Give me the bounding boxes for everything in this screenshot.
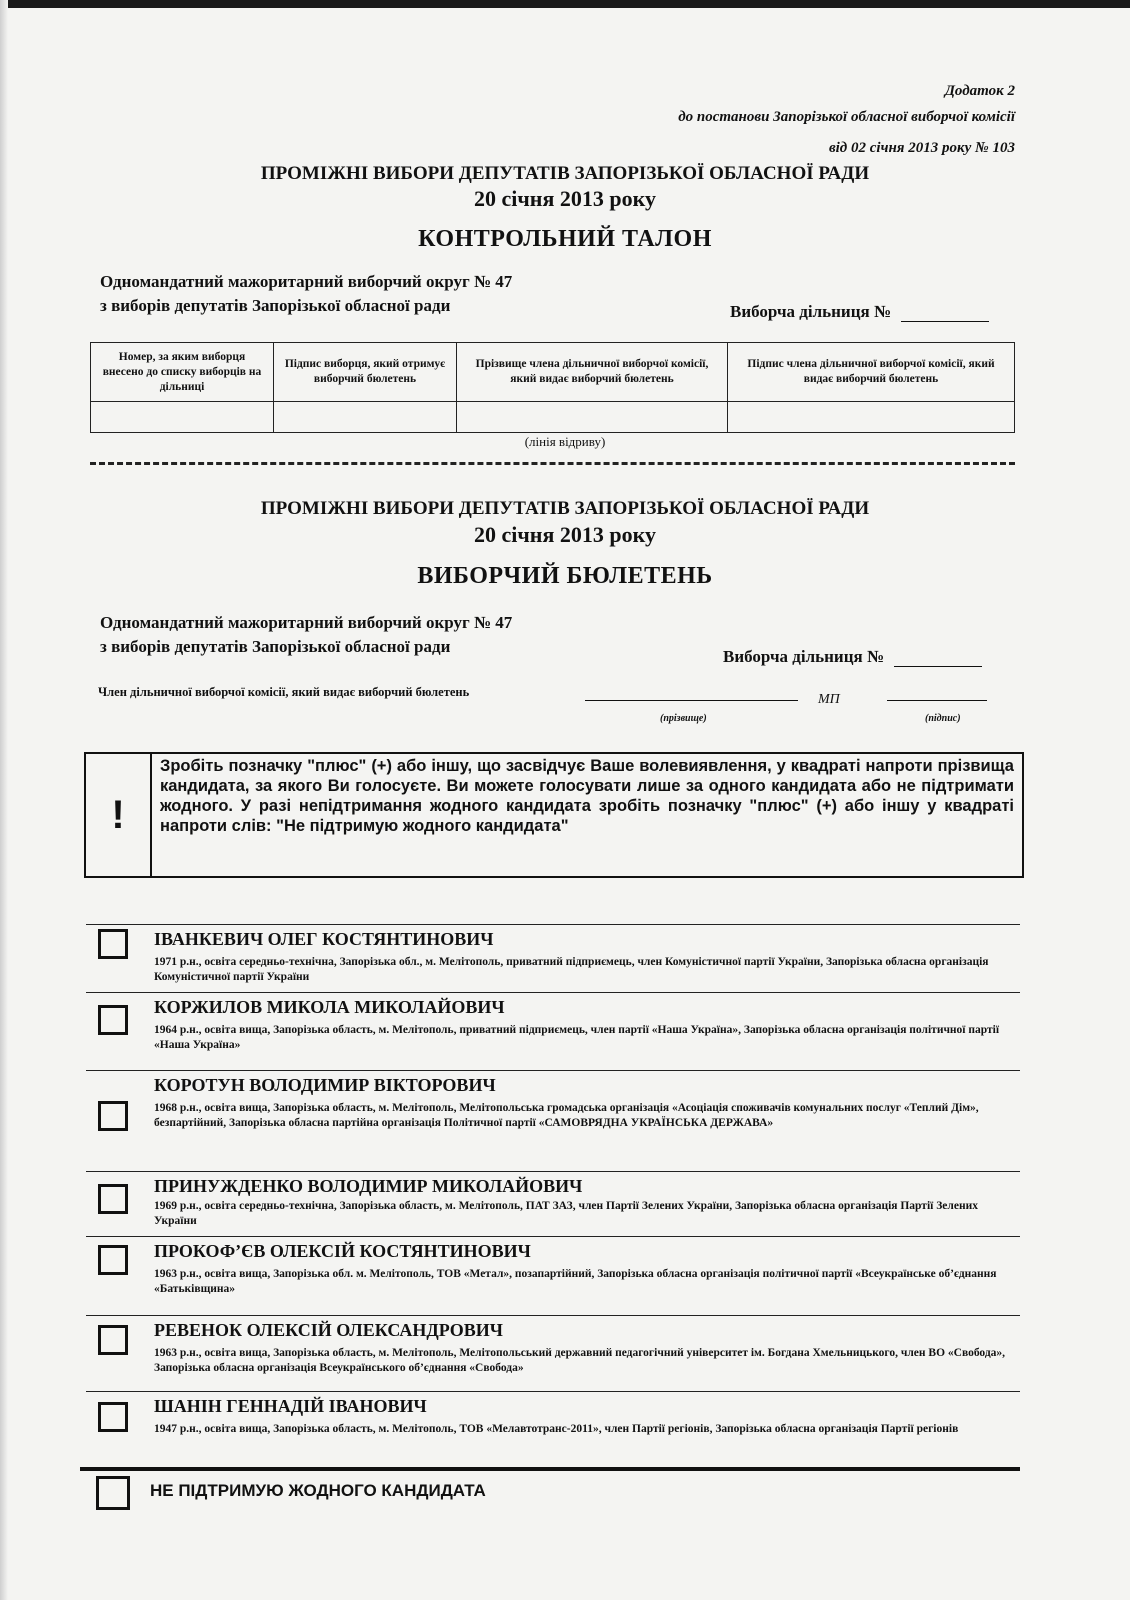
candidate-row: [86, 1315, 1020, 1392]
control-election-title: ПРОМІЖНІ ВИБОРИ ДЕПУТАТІВ ЗАПОРІЗЬКОЇ ОБЛАСНОЇ РАДИ: [260, 163, 870, 184]
vote-checkbox[interactable]: [98, 929, 128, 959]
appendix-line-3: від 02 січня 2013 року № 103: [828, 140, 1015, 156]
ballot-precinct-field[interactable]: [894, 666, 982, 667]
control-district: [100, 270, 512, 318]
candidate-name: ПРОКОФ’ЄВ ОЛЕКСІЙ КОСТЯНТИНОВИЧ: [154, 1241, 531, 1261]
candidate-name: КОРОТУН ВОЛОДИМИР ВІКТОРОВИЧ: [154, 1075, 496, 1095]
vote-checkbox[interactable]: [98, 1184, 128, 1214]
ballot-precinct: [723, 647, 982, 667]
candidate-name: ІВАНКЕВИЧ ОЛЕГ КОСТЯНТИНОВИЧ: [154, 929, 494, 949]
candidate-info: 1964 р.н., освіта вища, Запорізька область, м. Мелітополь, приватний підприємець, член партії «Наша Україна», Запорізька обласна організація політичної партії «Наша Україна»: [154, 1024, 1000, 1051]
candidate-row: [86, 1070, 1020, 1172]
candidate-row: [86, 992, 1020, 1071]
member-signature-field[interactable]: [887, 700, 987, 701]
control-precinct-label: Виборча дільниця №: [730, 302, 892, 321]
none-option-separator: [80, 1467, 1020, 1471]
ballot-district: [100, 611, 512, 659]
control-table-header: Підпис члена дільничної виборчої комісії, який видає виборчий бюлетень: [728, 343, 1015, 402]
ballot-election-date: 20 січня 2013 року: [474, 522, 656, 547]
control-district-line-2: з виборів депутатів Запорізької обласної ради: [100, 296, 451, 315]
voter-signature-cell[interactable]: [274, 402, 457, 433]
control-precinct-field[interactable]: [901, 321, 989, 322]
control-table-header-row: [91, 343, 1015, 402]
candidate-row: [86, 1171, 1020, 1237]
candidate-row: [86, 924, 1020, 993]
ballot-form-title: ВИБОРЧИЙ БЮЛЕТЕНЬ: [417, 563, 713, 589]
instruction-notice: [84, 752, 1024, 878]
candidate-info: 1971 р.н., освіта середньо-технічна, Запорізька обл., м. Мелітополь, приватний підприємець, член Комуністичної партії України, Запорізька обласна організація Комуністичної партії України: [154, 956, 989, 983]
control-table-header: Підпис виборця, який отримує виборчий бюлетень: [274, 343, 457, 402]
instruction-text: Зробіть позначку "плюс" (+) або іншу, що засвідчує Ваше волевиявлення, у квадраті напроти прізвища кандидата, за якого Ви голосуєте. Ви можете голосувати лише за одного кандидата або не підтримати жодного. У разі непідтримання жодного кандидата зробіть позначку "плюс" (+) або іншу у квадраті напроти слів: "Не підтримую жодного кандидата": [160, 757, 1014, 835]
tear-line: [90, 462, 1015, 465]
scan-edge: [0, 0, 1130, 8]
vote-checkbox[interactable]: [98, 1325, 128, 1355]
control-table-entry-row: [91, 402, 1015, 433]
candidate-name: КОРЖИЛОВ МИКОЛА МИКОЛАЙОВИЧ: [154, 997, 505, 1017]
candidate-info: 1968 р.н., освіта вища, Запорізька область, м. Мелітополь, Мелітопольська громадська організація «Асоціація споживачів комунальних послуг «Теплий Дім», безпартійний, Запорізька обласна партійна організація Політичної партії «САМОВРЯДНА УКРАЇНСЬКА ДЕРЖАВА»: [154, 1102, 979, 1129]
candidate-info: 1963 р.н., освіта вища, Запорізька обл. м. Мелітополь, ТОВ «Метал», позапартійний, Запорізька обласна організація політичної партії «Всеукраїнське об’єднання «Батьківщина»: [154, 1268, 997, 1295]
member-surname-cell[interactable]: [457, 402, 728, 433]
candidate-name: ПРИНУЖДЕНКО ВОЛОДИМИР МИКОЛАЙОВИЧ: [154, 1176, 583, 1196]
ballot-district-line-2: з виборів депутатів Запорізької обласної ради: [100, 637, 451, 656]
none-option-label: НЕ ПІДТРИМУЮ ЖОДНОГО КАНДИДАТА: [150, 1481, 486, 1500]
candidate-info: 1969 р.н., освіта середньо-технічна, Запорізька область, м. Мелітополь, ПАТ ЗАЗ, член Партії Зелених України, Запорізька обласна організація Партії Зелених України: [154, 1200, 978, 1227]
candidate-row: [86, 1236, 1020, 1316]
vote-checkbox[interactable]: [98, 1005, 128, 1035]
candidate-info: 1947 р.н., освіта вища, Запорізька область, м. Мелітополь, ТОВ «Мелавтотранс-2011», член Партії регіонів, Запорізька обласна організація Партії регіонів: [154, 1423, 959, 1435]
vote-checkbox[interactable]: [98, 1101, 128, 1131]
control-table: [90, 342, 1015, 433]
appendix-note: [678, 78, 1015, 161]
ballot-district-line-1: Одномандатний мажоритарний виборчий округ № 47: [100, 613, 513, 632]
ballot-election-title: ПРОМІЖНІ ВИБОРИ ДЕПУТАТІВ ЗАПОРІЗЬКОЇ ОБЛАСНОЇ РАДИ: [260, 498, 870, 519]
appendix-line-2: до постанови Запорізької обласної виборчої комісії: [678, 109, 1015, 125]
tear-line-label: (лінія відриву): [524, 434, 606, 449]
member-signature-cell[interactable]: [728, 402, 1015, 433]
vote-checkbox[interactable]: [98, 1245, 128, 1275]
control-form-title: КОНТРОЛЬНИЙ ТАЛОН: [418, 226, 712, 252]
member-surname-field[interactable]: [585, 700, 798, 701]
candidate-row: [86, 1391, 1020, 1466]
signature-caption: (підпис): [925, 713, 961, 724]
control-district-line-1: Одномандатний мажоритарний виборчий округ № 47: [100, 272, 513, 291]
vote-checkbox[interactable]: [98, 1402, 128, 1432]
ballot-precinct-label: Виборча дільниця №: [723, 647, 885, 666]
candidate-name: ШАНІН ГЕННАДІЙ ІВАНОВИЧ: [154, 1396, 427, 1416]
control-election-date: 20 січня 2013 року: [474, 186, 656, 211]
exclamation-icon: !: [86, 754, 152, 876]
control-precinct: [730, 302, 989, 322]
candidate-info: 1963 р.н., освіта вища, Запорізька область, м. Мелітополь, Мелітопольський державний педагогічний університет ім. Богдана Хмельницького, член ВО «Свобода», Запорізька обласна організація Всеукраїнського об’єднання «Свобода»: [154, 1347, 1006, 1374]
none-option-checkbox[interactable]: [96, 1476, 130, 1510]
control-table-header: Прізвище члена дільничної виборчої комісії, який видає виборчий бюлетень: [457, 343, 728, 402]
voter-number-cell[interactable]: [91, 402, 274, 433]
stamp-place-label: МП: [818, 692, 840, 707]
surname-caption: (прізвище): [660, 713, 707, 724]
commission-member-label: Член дільничної виборчої комісії, який видає виборчий бюлетень: [98, 685, 470, 699]
candidate-name: РЕВЕНОК ОЛЕКСІЙ ОЛЕКСАНДРОВИЧ: [154, 1320, 503, 1340]
appendix-line-1: Додаток 2: [944, 83, 1015, 99]
control-table-header: Номер, за яким виборця внесено до списку виборців на дільниці: [91, 343, 274, 402]
